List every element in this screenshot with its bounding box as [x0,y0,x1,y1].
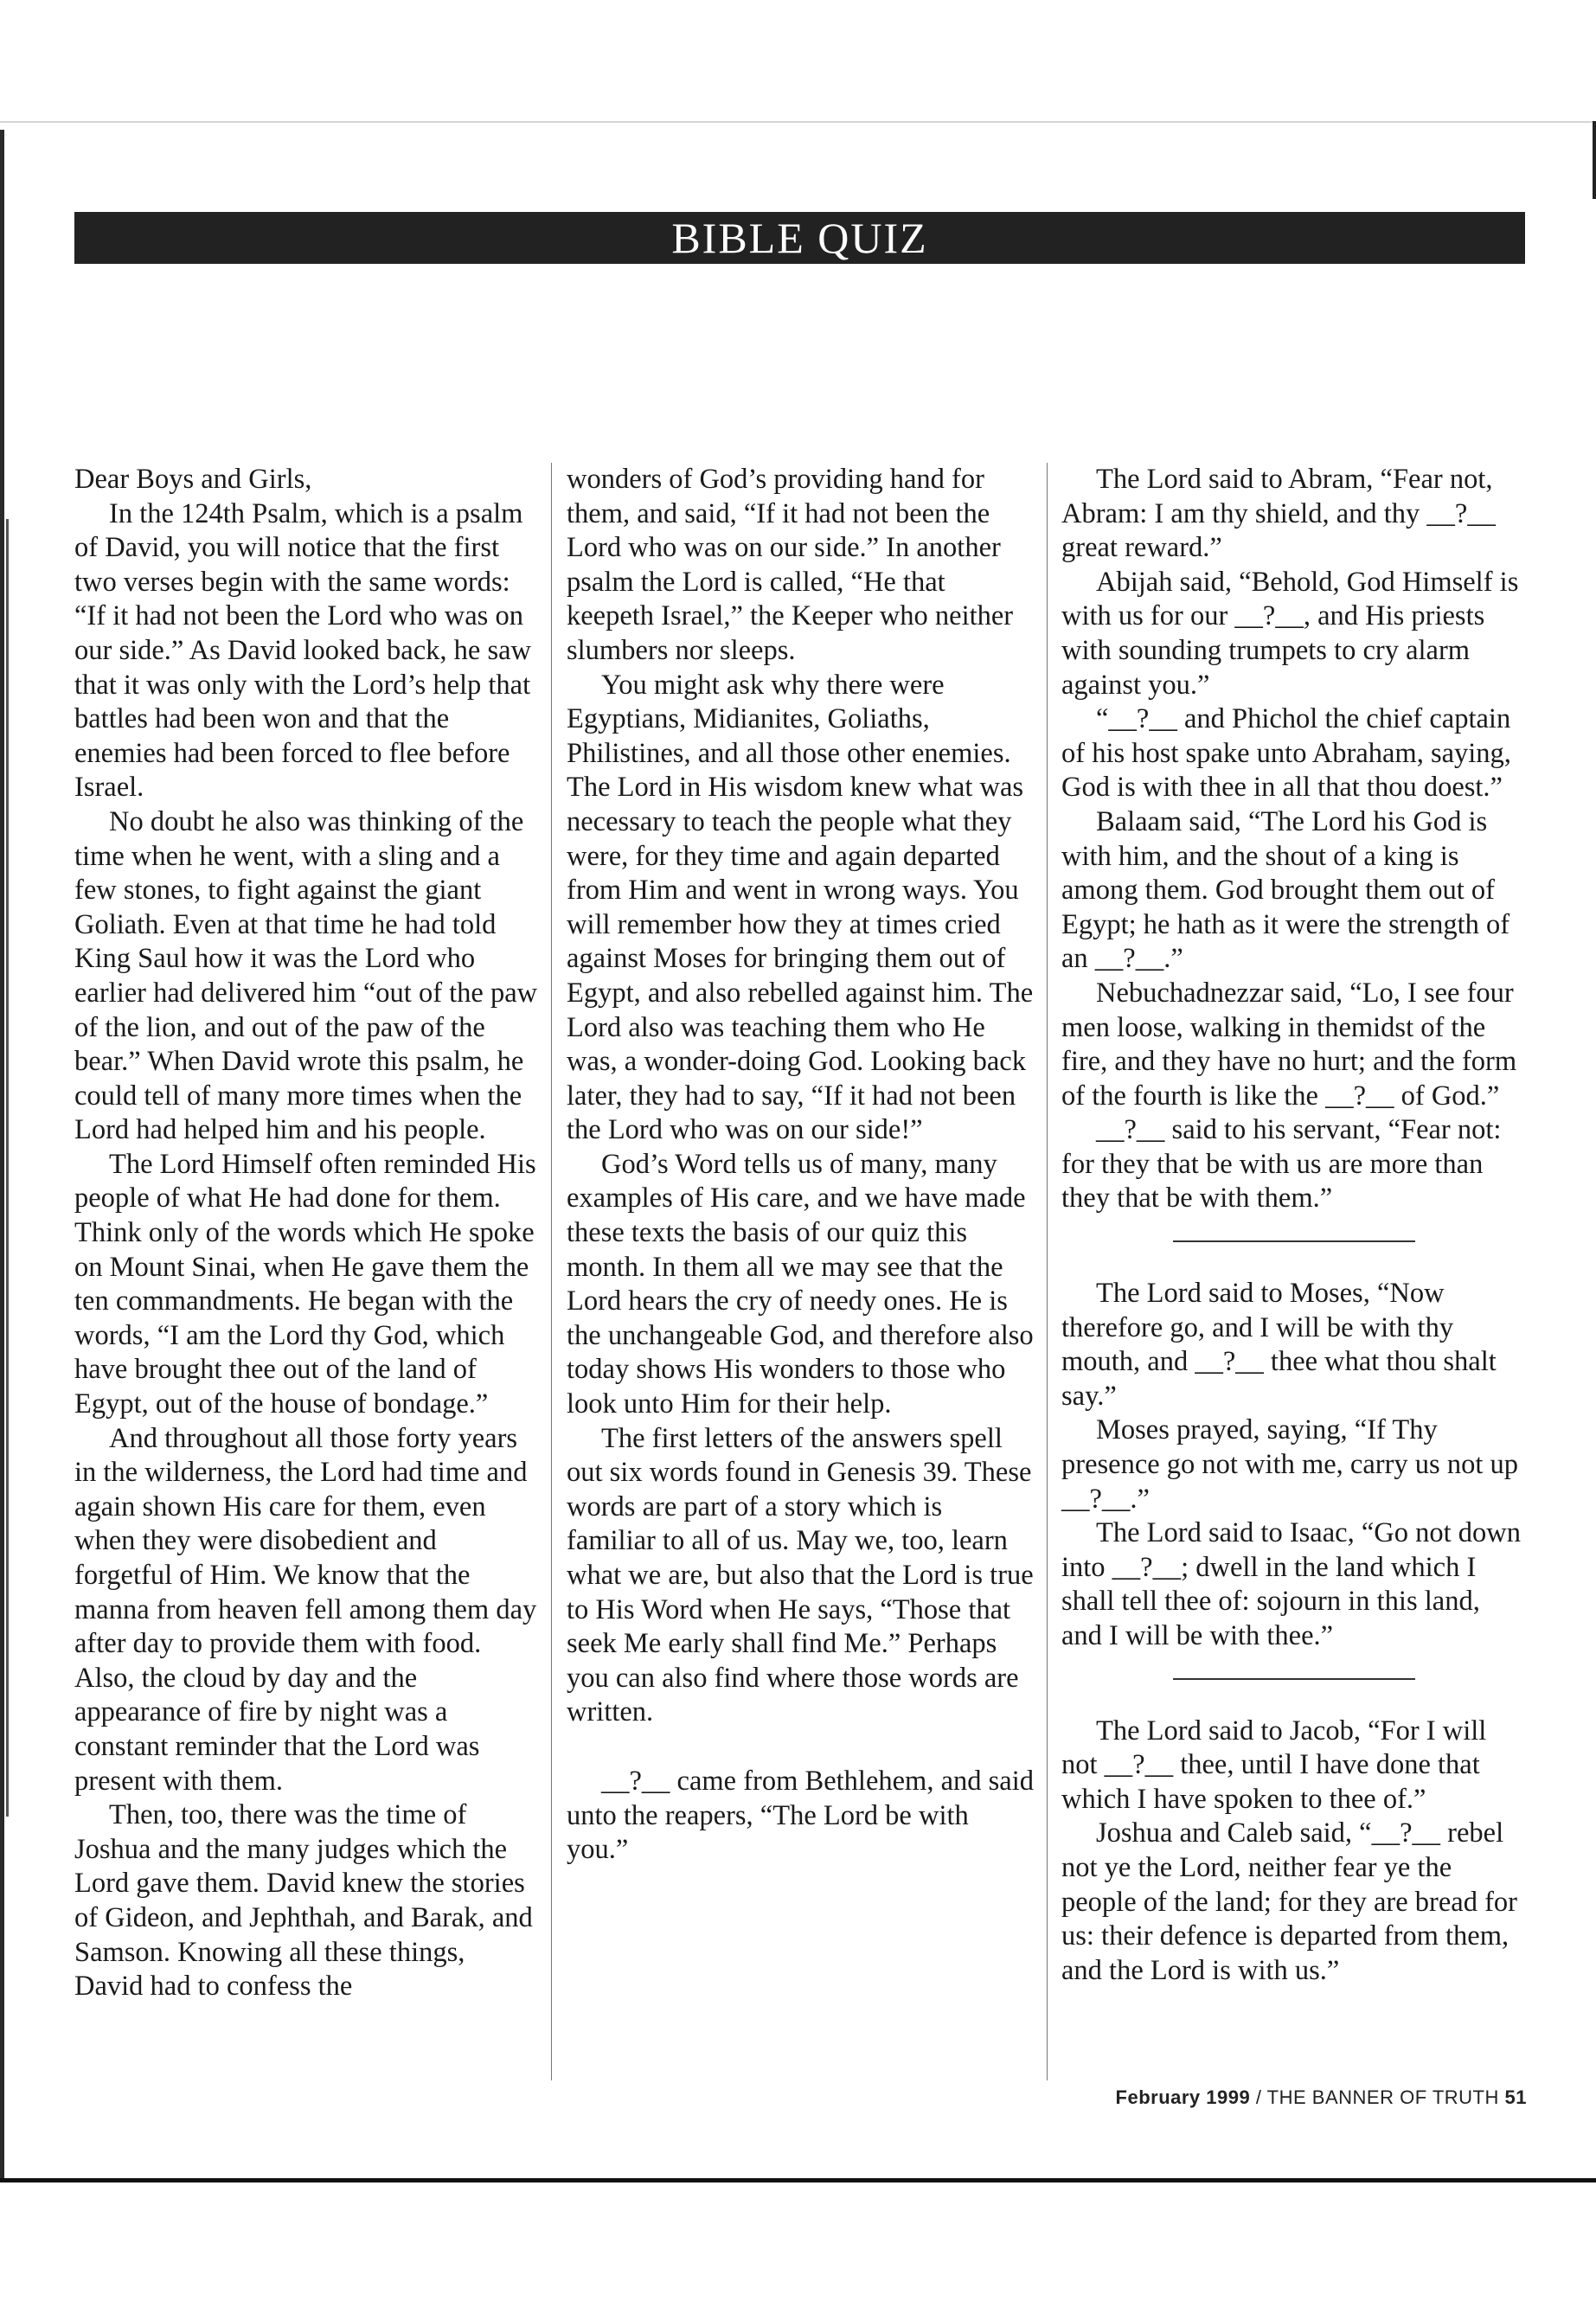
paragraph: The Lord Himself often reminded His people of what He had done for them. Think only of the words which He spoke on Mount Sinai, when He gave them the ten commandments. He began with the words, “I am the Lord thy God, which have brought thee out of the land of Egypt, out of the house of bondage.” [74,1148,536,1420]
quiz-question: Moses prayed, saying, “If Thy presence go not with me, carry us not up __?__.” [1061,1414,1518,1515]
bottom-rule [0,2178,1596,2182]
quiz-question: The Lord said to Jacob, “For I will not __?__ thee, until I have done that which I have spoken to thee of.” [1061,1715,1487,1815]
paragraph: And throughout all those forty years in the wilderness, the Lord had time and again shown His care for them, even when they were disobedient and forgetful of Him. We know that the manna from heaven fell among them day after day to provide them with food. Also, the cloud by day and the appearance of fire by night was a constant reminder that the Lord was present with them. [74,1422,537,1797]
paragraph: No doubt he also was thinking of the time when he went, with a sling and a few stones, to fight against the giant Goliath. Even at that time he had told King Saul how it was the Lord who earlier had delivered him “out of the paw of the lion, and out of the paw of the bear.” When David wrote this psalm, he could tell of many more times when the Lord had helped him and his people. [74,805,538,1146]
section-separator [1173,1240,1415,1242]
column-3 [1061,463,1527,1988]
quiz-question: __?__ said to his servant, “Fear not: for they that be with us are more than they that be with them.” [1061,1114,1502,1215]
page-number: 51 [1504,2086,1527,2108]
column-divider [1047,463,1048,2080]
page-edge-left-inner [6,519,9,1817]
paragraph: The first letters of the answers spell out six words found in Genesis 39. These words are part of a story which is familiar to all of us. May we, too, learn what we are, but also that the Lord is true to His Word when He says, “Those that seek Me early shall find Me.” Perhaps you can also find where those words are written. [567,1422,1034,1728]
paragraph: In the 124th Psalm, which is a psalm of David, you will notice that the first two verses begin with the same words: “If it had not been the Lord who was on our side.” As David looked back, he saw that it was only with the Lord’s help that battles had been won and that the enemies had been forced to flee before Israel. [74,497,531,804]
page-edge-right [1593,121,1596,199]
quiz-question: __?__ came from Bethlehem, and said unto the reapers, “The Lord be with you.” [567,1765,1034,1866]
footer-publication: / THE BANNER OF TRUTH [1255,2086,1499,2108]
quiz-question: Balaam said, “The Lord his God is with him, and the shout of a king is among them. God brought them out of Egypt; he hath as it were the strength of an __?__.” [1061,805,1510,975]
top-rule [0,121,1596,123]
paragraph: wonders of God’s providing hand for them, and said, “If it had not been the Lord who was on our side.” In another psalm the Lord is called, “He that keepeth Israel,” the Keeper who neither slumbers nor sleeps. [567,464,1014,666]
quiz-question: Joshua and Caleb said, “__?__ rebel not ye the Lord, neither fear ye the people of the land; for they are bread for us: their defence is departed from them, and the Lord is with us.” [1061,1817,1517,1986]
paragraph: Then, too, there was the time of Joshua and the many judges which the Lord gave them. David knew the stories of Gideon, and Jephthah, and Barak, and Samson. Knowing all these things, David had to confess the [74,1799,533,2003]
quiz-question: Nebuchadnezzar said, “Lo, I see four men loose, walking in themidst of the fire, and they have no hurt; and the form of the fourth is like the __?__ of God.” [1061,977,1517,1112]
quiz-question: “__?__ and Phichol the chief captain of his host spake unto Abraham, saying, God is with thee in all that thou doest.” [1061,703,1511,804]
quiz-question: Abijah said, “Behold, God Himself is with us for our __?__, and His priests with sounding trumpets to cry alarm against you.” [1061,566,1519,701]
salutation: Dear Boys and Girls, [74,464,312,495]
footer-month: February 1999 [1115,2086,1251,2108]
column-1 [74,463,540,2004]
page-edge-left [0,130,4,2180]
column-2 [567,463,1034,1868]
section-separator [1173,1678,1415,1680]
quiz-question: The Lord said to Abram, “Fear not, Abram: I am thy shield, and thy __?__ great reward.” [1061,464,1496,564]
quiz-question: The Lord said to Isaac, “Go not down into __?__; dwell in the land which I shall tell thee of: sojourn in this land, and I will be with thee.” [1061,1517,1521,1651]
quiz-question: The Lord said to Moses, “Now therefore go, and I will be with thy mouth, and __?__ thee what thou shalt say.” [1061,1278,1497,1412]
column-divider [551,463,552,2080]
header-bar [74,212,1525,264]
paragraph: You might ask why there were Egyptians, Midianites, Goliaths, Philistines, and all those other enemies. The Lord in His wisdom knew what was necessary to teach the people what they were, for they time and again departed from Him and went in wrong ways. You will remember how they at times cried against Moses for bringing them out of Egypt, and also rebelled against him. The Lord also was teaching them who He was, a wonder-doing God. Looking back later, they had to say, “If it had not been the Lord who was on our side!” [567,669,1034,1146]
page-footer [1116,2086,1527,2109]
paragraph: God’s Word tells us of many, many examples of His care, and we have made these texts the basis of our quiz this month. In them all we may see that the Lord hears the cry of needy ones. He is the unchangeable God, and therefore also today shows His wonders to those who look unto Him for their help. [567,1148,1034,1420]
page-title: BIBLE QUIZ [671,214,928,262]
